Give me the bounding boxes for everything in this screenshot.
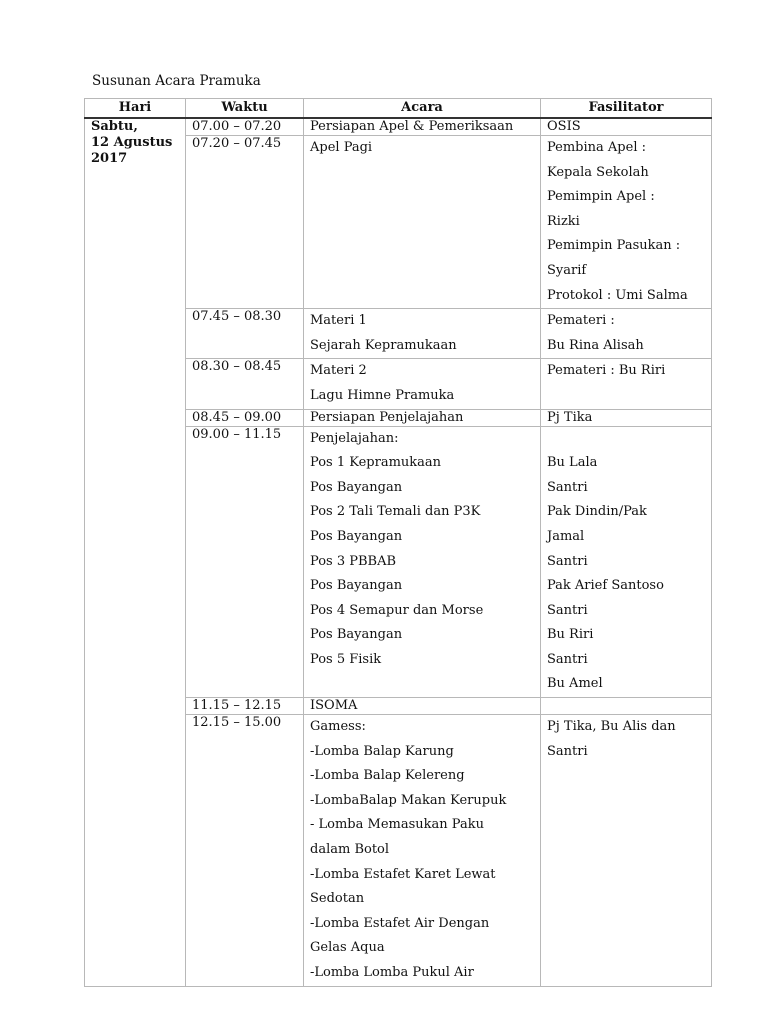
acara-line: Penjelajahan: [310, 430, 399, 446]
fasilitator-line: Pemimpin Pasukan : [547, 238, 681, 254]
header-hari: Hari [85, 99, 186, 119]
fasilitator-cell [541, 698, 712, 715]
waktu-cell: 09.00 – 11.15 [186, 426, 304, 698]
fasilitator-line: Jamal [547, 528, 585, 544]
acara-line: - Lomba Memasukan Paku [310, 817, 484, 833]
acara-line: Pos Bayangan [310, 578, 403, 594]
fasilitator-line: Bu Lala [547, 455, 598, 471]
fasilitator-line: Santri [547, 743, 588, 759]
acara-line: Gamess: [310, 719, 366, 735]
fasilitator-line: Pemateri : Bu Riri [547, 363, 666, 379]
hari-line: 12 Agustus [91, 135, 173, 150]
header-fasilitator: Fasilitator [541, 99, 712, 119]
fasilitator-line: Syarif [547, 262, 587, 278]
fasilitator-line: Bu Riri [547, 627, 594, 643]
acara-line: Pos 4 Semapur dan Morse [310, 602, 484, 618]
table-row [85, 118, 712, 136]
acara-line: -LombaBalap Makan Kerupuk [310, 792, 507, 808]
fasilitator-line: Kepala Sekolah [547, 164, 649, 180]
fasilitator-line: Santri [547, 479, 588, 495]
fasilitator-line: Bu Rina Alisah [547, 337, 644, 353]
header-row [85, 99, 712, 119]
waktu-cell: 07.20 – 07.45 [186, 136, 304, 309]
acara-cell [304, 118, 541, 136]
acara-line: Persiapan Apel & Pemeriksaan [310, 119, 514, 134]
fasilitator-cell [541, 409, 712, 426]
acara-line: -Lomba Balap Kelereng [310, 768, 465, 784]
waktu-cell: 07.00 – 07.20 [186, 118, 304, 136]
fasilitator-line: Bu Amel [547, 676, 603, 692]
fasilitator-line: Pemimpin Apel : [547, 189, 655, 205]
fasilitator-cell [541, 426, 712, 698]
waktu-cell: 12.15 – 15.00 [186, 715, 304, 987]
hari-line: 2017 [91, 151, 128, 166]
acara-line: -Lomba Estafet Karet Lewat [310, 866, 496, 882]
acara-line: Pos Bayangan [310, 528, 403, 544]
acara-line: dalam Botol [310, 842, 390, 858]
schedule-table [84, 98, 712, 987]
acara-line: Sedotan [310, 891, 365, 907]
fasilitator-line: OSIS [547, 119, 581, 134]
hari-cell [85, 118, 186, 986]
acara-cell [304, 715, 541, 987]
fasilitator-cell [541, 136, 712, 309]
acara-cell [304, 409, 541, 426]
fasilitator-line: Pembina Apel : [547, 140, 646, 155]
acara-line: ISOMA [310, 698, 358, 714]
acara-line: Gelas Aqua [310, 940, 385, 956]
fasilitator-line: Santri [547, 651, 588, 667]
fasilitator-spacer [547, 427, 705, 452]
acara-cell [304, 309, 541, 359]
acara-line: Pos 5 Fisik [310, 651, 382, 667]
fasilitator-cell [541, 309, 712, 359]
acara-line: Pos Bayangan [310, 479, 403, 495]
acara-cell [304, 698, 541, 715]
acara-cell [304, 136, 541, 309]
fasilitator-line: Pemateri : [547, 313, 615, 329]
acara-line: Materi 1 [310, 313, 367, 329]
header-waktu: Waktu [186, 99, 304, 119]
acara-line: Sejarah Kepramukaan [310, 337, 457, 353]
acara-line: Pos Bayangan [310, 627, 403, 643]
hari-line: Sabtu, [91, 119, 138, 134]
fasilitator-line: Santri [547, 553, 588, 569]
acara-line: -Lomba Lomba Pukul Air [310, 965, 474, 980]
waktu-cell: 08.45 – 09.00 [186, 409, 304, 426]
fasilitator-cell [541, 359, 712, 409]
acara-cell [304, 426, 541, 698]
fasilitator-line: Rizki [547, 213, 580, 229]
acara-line: Pos 3 PBBAB [310, 553, 397, 569]
waktu-cell: 07.45 – 08.30 [186, 309, 304, 359]
header-acara: Acara [304, 99, 541, 119]
waktu-cell: 08.30 – 08.45 [186, 359, 304, 409]
acara-line: Pos 2 Tali Temali dan P3K [310, 504, 481, 520]
acara-line: -Lomba Estafet Air Dengan [310, 915, 490, 931]
acara-line: Lagu Himne Pramuka [310, 387, 455, 403]
waktu-cell: 11.15 – 12.15 [186, 698, 304, 715]
document-title: Susunan Acara Pramuka [92, 73, 261, 89]
fasilitator-line: Pak Dindin/Pak [547, 504, 647, 520]
acara-line: Pos 1 Kepramukaan [310, 455, 442, 471]
acara-line: Persiapan Penjelajahan [310, 409, 464, 425]
fasilitator-line: Pj Tika [547, 409, 593, 425]
fasilitator-cell [541, 715, 712, 987]
acara-line: Apel Pagi [310, 140, 373, 155]
acara-line: -Lomba Balap Karung [310, 743, 454, 759]
acara-cell [304, 359, 541, 409]
fasilitator-line: Protokol : Umi Salma [547, 287, 688, 303]
fasilitator-line: Santri [547, 602, 588, 618]
schedule-body [85, 118, 712, 986]
fasilitator-line: Pj Tika, Bu Alis dan [547, 719, 676, 735]
fasilitator-cell [541, 118, 712, 136]
fasilitator-line: Pak Arief Santoso [547, 578, 664, 594]
acara-line: Materi 2 [310, 363, 367, 379]
